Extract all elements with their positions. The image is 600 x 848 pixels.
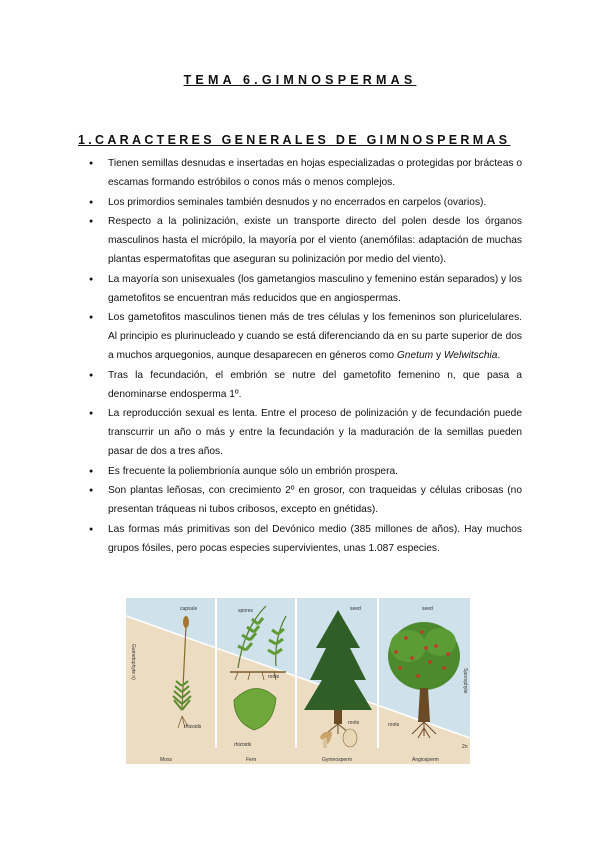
caption-moss: Moss [160, 757, 172, 763]
figure-captions [126, 757, 470, 769]
label-rhizoids: rhizoids [184, 724, 202, 730]
bullet-list [92, 154, 522, 558]
list-item: ● Las formas más primitivas son del Devónico medio (385 millones de años). Hay muchos grupos fósiles, pero pocas especies supervivientes, unas 1.087 especies. [92, 520, 522, 558]
label-rhizoids: rhizoids [234, 742, 252, 748]
list-item-text: y [433, 350, 444, 361]
caption-fern: Fern [246, 757, 257, 763]
list-item: ● Respecto a la polinización, existe un transporte directo del polen desde los órganos masculinos hasta el micrópilo, la mayoría por el viento (anemófilas: adaptación de muchas plantas espermatofitas que aseguran su polinización por medio del viento). [92, 212, 522, 269]
list-item: ● Son plantas leñosas, con crecimiento 2º en grosor, con traqueidas y células cribosas (no presentan tráqueas ni tubos cribosos, excepto en gnétidas). [92, 481, 522, 519]
label-ploidy: 2n [462, 744, 468, 750]
label-gametophyte: Gametophyte n) [130, 644, 136, 680]
list-item: ● Tienen semillas desnudas e insertadas en hojas especializadas o protegidas por brácteas o escamas formando estróbilos o conos más o menos complejos. [92, 154, 522, 192]
label-roots: roots [388, 722, 400, 728]
list-item: ● Tras la fecundación, el embrión se nutre del gametofito femenino n, que pasa a denominarse endosperma 1º. [92, 366, 522, 404]
list-item: ● La reproducción sexual es lenta. Entre el proceso de polinización y de fecundación puede transcurrir un año o más y entre la fecundación y la maduración de la semillas pueden pasar de dos a tres años. [92, 404, 522, 461]
label-sporophyte: Sporophyte [462, 668, 468, 694]
section-heading: 1.CARACTERES GENERALES DE GIMNOSPERMAS [78, 133, 511, 147]
label-capsule: capsule [180, 606, 198, 612]
genus-welwitschia: Welwitschia [443, 350, 498, 361]
label-seed: seed [350, 606, 361, 612]
page-title: TEMA 6.GIMNOSPERMAS [183, 73, 417, 87]
label-roots: roots [348, 720, 360, 726]
list-item [92, 308, 522, 365]
genus-gnetum: Gnetum [396, 350, 434, 361]
caption-angiosperm: Angiosperm [412, 757, 439, 763]
label-spores: spores [238, 608, 254, 614]
plant-life-cycle-figure [126, 598, 470, 764]
figure-drawing [126, 598, 470, 764]
list-item-text: . [497, 350, 501, 361]
list-item-text: Los gametofitos masculinos tienen más de tres células y los femeninos son pluricelulares. Al principio es plurinucleado y cuando se está diferenciando da en su parte superior de dos a muchos arquegonios, aunque desaparecen en géneros como [108, 312, 522, 361]
label-roots: roots [268, 674, 280, 680]
list-item: ● La mayoría son unisexuales (los gametangios masculino y femenino están separados) y los gametofitos se encuentran más reducidos que en angiospermas. [92, 270, 522, 308]
list-item: ● Es frecuente la poliembrionía aunque sólo un embrión prospera. [92, 462, 522, 481]
list-item: ● Los primordios seminales también desnudos y no encerrados en carpelos (ovarios). [92, 193, 522, 212]
caption-gymnosperm: Gymnosperm [322, 757, 353, 763]
label-seed: seed [422, 606, 433, 612]
